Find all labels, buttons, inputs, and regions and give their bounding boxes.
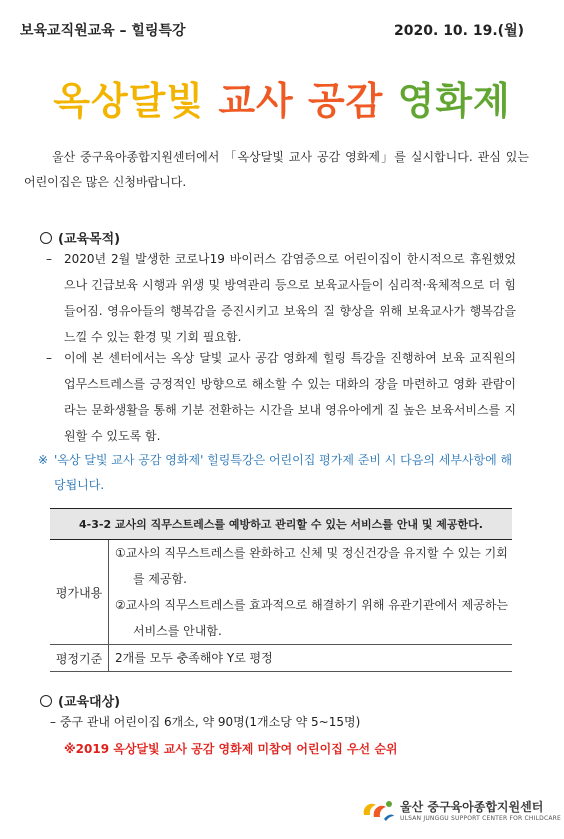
priority-note: ※2019 옥상달빛 교사 공감 영화제 미참여 어린이집 우선 순위 (64, 742, 398, 756)
purpose-bullet-2-text: 이에 본 센터에서는 옥상 달빛 교사 공감 영화제 힐링 특강을 진행하여 보육 교직원의 업무스트레스를 긍정적인 방향으로 해소할 수 있는 대화의 장을 마련하고 영화 관람이라는 문화생활을 통해 기분 전환하는 시간을 보내 영유아에게 질 높은 보육서비스를 지원할 수 있도록 함. (64, 351, 516, 443)
purpose-bullet-1-text: 2020년 2월 발생한 코로나19 바이러스 감염증으로 어린이집이 한시적으로 휴원했었으나 긴급보육 시행과 위생 및 방역관리 등으로 보육교사들이 심리적·육체적으로 더 힘들어짐. 영유아들의 행복감을 증진시키고 보육의 질 향상을 위해 보육교사가 행복감을 느낄 수 있는 환경 및 기회 필요함. (64, 252, 516, 344)
footer-organization (360, 797, 562, 827)
purpose-heading-text: (교육목적) (58, 232, 121, 247)
title-part1: 옥상달빛 (53, 79, 205, 123)
table-row (50, 645, 512, 672)
note-star: ※ (38, 453, 49, 467)
criteria-value: 2개를 모두 충족해야 Y로 평정 (109, 645, 513, 672)
intro-paragraph: 울산 중구육아종합지원센터에서 「옥상달빛 교사 공감 영화제」를 실시합니다. 관심 있는 어린이집은 많은 신청바랍니다. (24, 150, 529, 189)
table-header: 4-3-2 교사의 직무스트레스를 예방하고 관리할 수 있는 서비스를 안내 및 제공한다. (50, 509, 512, 540)
target-description: – 중구 관내 어린이집 6개소, 약 90명(1개소당 약 5~15명) (50, 715, 361, 729)
eval-item-2: ②교사의 직무스트레스를 효과적으로 해결하기 위해 유관기관에서 제공하는 서비스를 안내함. (115, 598, 508, 638)
purpose-bullet-2 (46, 345, 516, 449)
title-part2: 교사 공감 (218, 79, 384, 123)
org-name: 울산 중구육아종합지원센터 (400, 800, 544, 814)
eval-item-1: ①교사의 직무스트레스를 완화하고 신체 및 정신건강을 유지할 수 있는 기회를 제공함. (115, 546, 508, 586)
page-title (0, 70, 564, 125)
purpose-heading (40, 228, 120, 247)
purpose-bullet-1 (46, 246, 516, 350)
org-subtitle: ULSAN JUNGGU SUPPORT CENTER FOR CHILDCARE (400, 815, 562, 822)
header-bar (20, 20, 524, 40)
circle-bullet-icon (40, 232, 52, 244)
circle-bullet-icon (40, 695, 52, 707)
dash-icon: – (46, 351, 52, 365)
note-text: '옥상 달빛 교사 공감 영화제' 힐링특강은 어린이집 평가제 준비 시 다음의 세부사항에 해당됩니다. (54, 453, 513, 492)
evaluation-note (38, 448, 518, 498)
title-part3: 영화제 (397, 79, 511, 123)
eval-content (109, 540, 513, 645)
eval-label: 평가내용 (50, 540, 109, 645)
target-heading-text: (교육대상) (58, 695, 121, 710)
table-header-row (50, 509, 512, 540)
evaluation-table (50, 508, 512, 672)
table-row (50, 540, 512, 645)
target-heading (40, 691, 120, 710)
header-category: 보육교직원교육 – 힐링특강 (20, 23, 186, 39)
dash-icon: – (46, 252, 52, 266)
criteria-label: 평정기준 (50, 645, 109, 672)
header-date: 2020. 10. 19.(월) (394, 23, 524, 39)
org-logo-icon (360, 797, 396, 823)
